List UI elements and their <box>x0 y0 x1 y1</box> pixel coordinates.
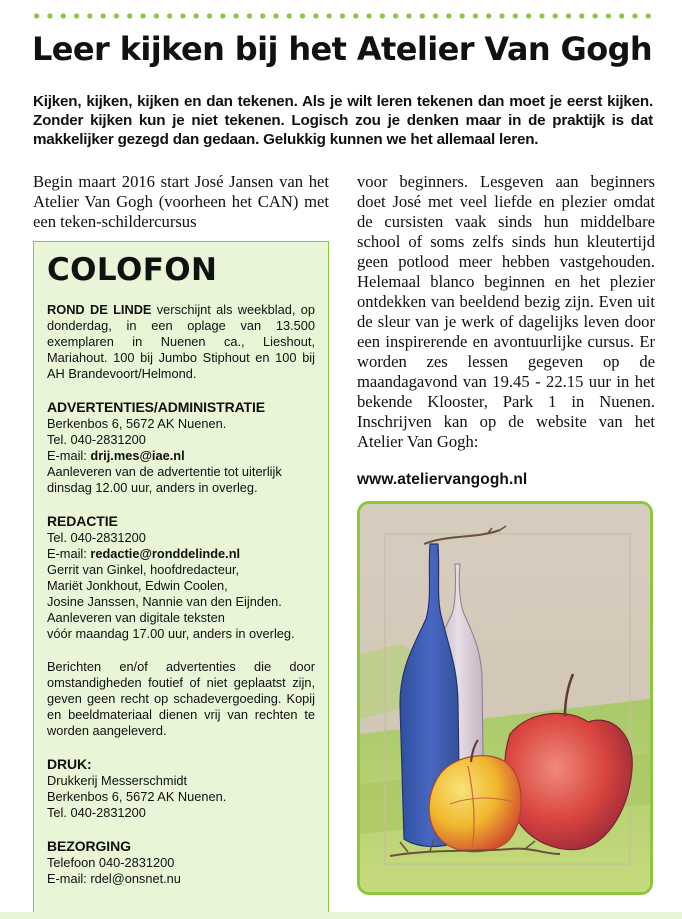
redactie-email-line <box>47 546 315 562</box>
redactie-section <box>47 513 315 642</box>
colofon-box <box>33 241 329 919</box>
bezorging-email: E-mail: rdel@onsnet.nu <box>47 871 181 886</box>
bezorging-section <box>47 838 315 887</box>
advertenties-email-label: E-mail: <box>47 448 91 463</box>
druk-phone: Tel. 040-2831200 <box>47 805 146 820</box>
redactie-heading: REDACTIE <box>47 513 118 529</box>
page-bottom-band <box>0 912 682 919</box>
article-intro: Kijken, kijken, kijken en dan tekenen. Als je wilt leren tekenen dan moet je eerst kijken. Zonder kijken kun je niet tekenen. Logisch zou je denken maar in de praktijk is dat makkelijker gezegd dan gedaan. Gelukkig kunnen we het allemaal leren. <box>33 93 653 148</box>
publication-text: verschijnt als weekblad, op donderdag, in een oplage van 13.500 exemplaren in Nuenen ca., Lieshout, Mariahout. 100 bij Jumbo Stiphout en 100 bij AH Brandevoort/Helmond. <box>47 302 315 381</box>
redactie-email-label: E-mail: <box>47 546 91 561</box>
colofon-heading: COLOFON <box>47 252 218 288</box>
article-body-left: Begin maart 2016 start José Jansen van het Atelier Van Gogh (voorheen het CAN) met een teken-schildercursus <box>33 172 329 231</box>
advertenties-email-line <box>47 448 315 464</box>
website-link[interactable]: www.ateliervangogh.nl <box>357 471 528 488</box>
article-title: Leer kijken bij het Atelier Van Gogh <box>32 30 653 68</box>
painting-illustration <box>360 504 650 892</box>
druk-section <box>47 756 315 821</box>
druk-heading: DRUK: <box>47 756 92 772</box>
bezorging-heading: BEZORGING <box>47 838 131 854</box>
advertenties-email[interactable]: drij.mes@iae.nl <box>90 448 185 463</box>
article-body-right: voor beginners. Lesgeven aan beginners doet José met veel liefde en plezier omdat de cursisten vaak sinds hun middelbare school of soms zelfs sinds hun kleutertijd geen potlood meer hebben vastgehouden. Helemaal blanco beginnen en het plezier ontdekken van beeldend bezig zijn. Even uit de sleur van je werk of dagelijks leven door een inspirerende en avontuurlijke cursus. Er worden zes lessen gegeven op de maandagavond van 19.45 - 22.15 uur in het bekende Klooster, Park 1 in Nuenen. Inschrijven kan op de website van het Atelier Van Gogh: <box>357 172 655 451</box>
colofon-publication <box>47 302 315 382</box>
druk-company: Drukkerij Messerschmidt <box>47 773 188 788</box>
bezorging-phone: Telefoon 040-2831200 <box>47 855 175 870</box>
redactie-deadline-1: Aanleveren van digitale teksten <box>47 610 225 625</box>
redactie-phone: Tel. 040-2831200 <box>47 530 146 545</box>
redactie-deadline-2: vóór maandag 17.00 uur, anders in overleg. <box>47 626 295 641</box>
advertenties-address: Berkenbos 6, 5672 AK Nuenen. <box>47 416 227 431</box>
still-life-painting <box>357 501 653 895</box>
advertenties-section <box>47 399 315 496</box>
druk-address: Berkenbos 6, 5672 AK Nuenen. <box>47 789 227 804</box>
colofon-disclaimer: Berichten en/of advertenties die door omstandigheden foutief of niet geplaatst zijn, geven geen recht op schadevergoeding. Kopij en beeldmateriaal dienen vrij van rechten te worden aangeleverd. <box>47 659 315 738</box>
redactie-staff-3: Josine Janssen, Nannie van den Eijnden. <box>47 594 282 609</box>
dotted-divider <box>30 11 656 21</box>
publication-name: ROND DE LINDE <box>47 302 152 317</box>
redactie-email[interactable]: redactie@ronddelinde.nl <box>90 546 241 561</box>
redactie-staff-2: Mariët Jonkhout, Edwin Coolen, <box>47 578 228 593</box>
redactie-staff-1: Gerrit van Ginkel, hoofdredacteur, <box>47 562 240 577</box>
advertenties-heading: ADVERTENTIES/ADMINISTRATIE <box>47 399 266 415</box>
advertenties-deadline: Aanleveren van de advertentie tot uiterlijk dinsdag 12.00 uur, anders in overleg. <box>47 464 282 495</box>
advertenties-phone: Tel. 040-2831200 <box>47 432 146 447</box>
